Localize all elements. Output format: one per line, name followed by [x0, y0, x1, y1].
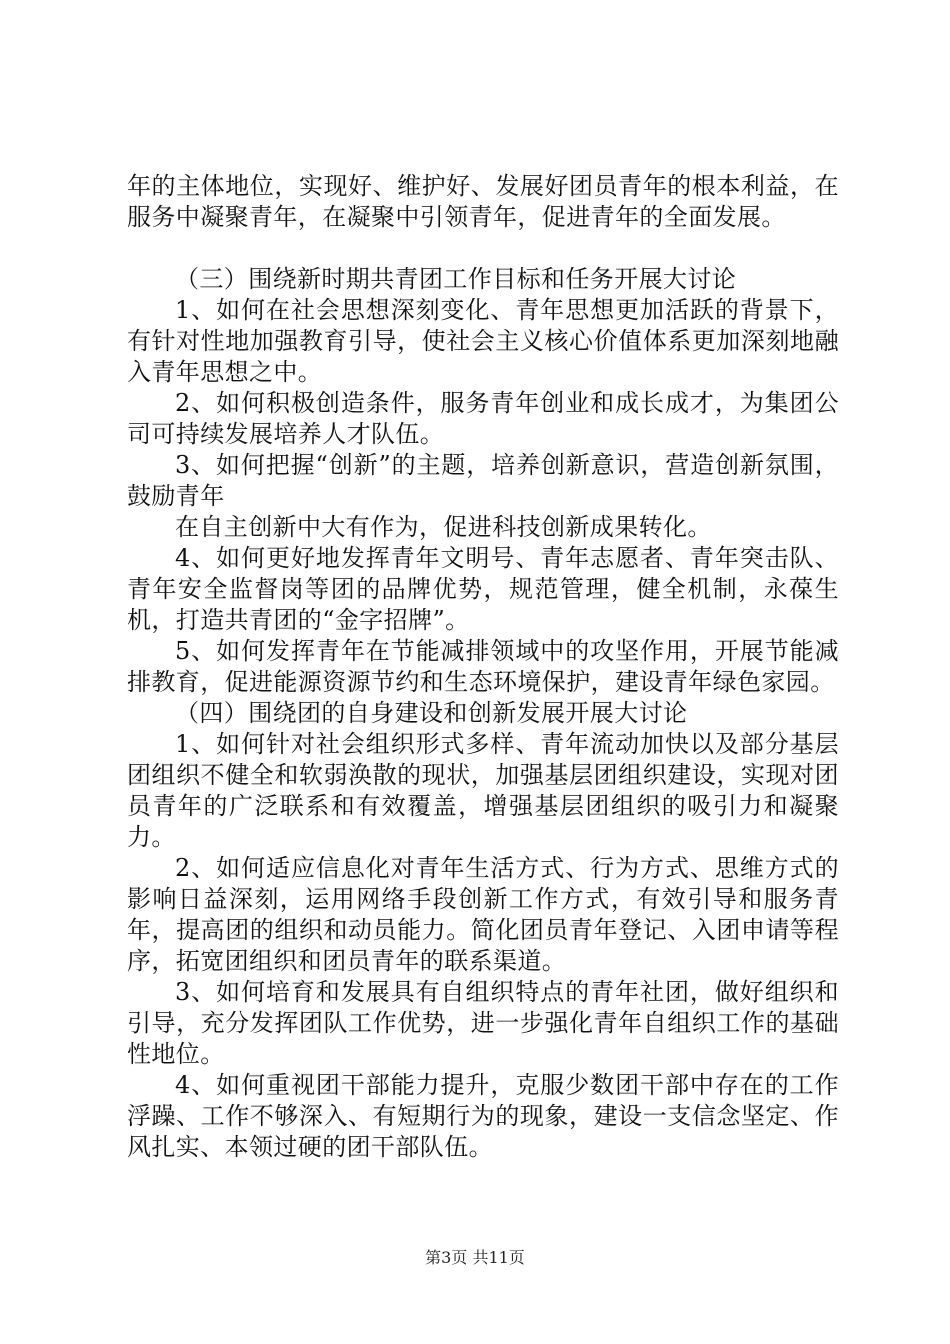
list-item: 3、如何把握“创新”的主题，培养创新意识，营造创新氛围，鼓励青年 — [127, 451, 839, 510]
list-item: 2、如何适应信息化对青年生活方式、行为方式、思维方式的影响日益深刻，运用网络手段创新工作方式，有效引导和服务青年，提高团的组织和动员能力。简化团员青年登记、入团申请等程序，拓宽团组织和团员青年的联系渠道。 — [127, 854, 839, 975]
section-heading-four: （四）围绕团的自身建设和创新发展开展大讨论 — [175, 699, 688, 727]
document-body — [127, 171, 839, 1163]
list-item: 2、如何积极创造条件，服务青年创业和成长成才，为集团公司可持续发展培养人才队伍。 — [127, 389, 839, 448]
list-item: 1、如何针对社会组织形式多样、青年流动加快以及部分基层团组织不健全和软弱涣散的现状，加强基层团组织建设，实现对团员青年的广泛联系和有效覆盖，增强基层团组织的吸引力和凝聚力。 — [127, 730, 839, 851]
section-heading-three: （三）围绕新时期共青团工作目标和任务开展大讨论 — [175, 265, 737, 293]
page-number-footer: 第3页 共11页 — [425, 1248, 525, 1267]
list-item: 3、如何培育和发展具有自组织特点的青年社团，做好组织和引导，充分发挥团队工作优势，进一步强化青年自组织工作的基础性地位。 — [127, 978, 839, 1068]
list-item: 4、如何重视团干部能力提升，克服少数团干部中存在的工作浮躁、工作不够深入、有短期行为的现象，建设一支信念坚定、作风扎实、本领过硬的团干部队伍。 — [127, 1071, 839, 1161]
list-item: 5、如何发挥青年在节能减排领域中的攻坚作用，开展节能减排教育，促进能源资源节约和生态环境保护，建设青年绿色家园。 — [127, 637, 839, 696]
list-item: 1、如何在社会思想深刻变化、青年思想更加活跃的背景下，有针对性地加强教育引导，使社会主义核心价值体系更加深刻地融入青年思想之中。 — [127, 296, 839, 386]
list-item-continuation: 在自主创新中大有作为，促进科技创新成果转化。 — [175, 513, 712, 541]
list-item: 4、如何更好地发挥青年文明号、青年志愿者、青年突击队、青年安全监督岗等团的品牌优势，规范管理，健全机制，永葆生机，打造共青团的“金字招牌”。 — [127, 544, 839, 634]
paragraph-continuation: 年的主体地位，实现好、维护好、发展好团员青年的根本利益，在服务中凝聚青年，在凝聚中引领青年，促进青年的全面发展。 — [127, 172, 839, 231]
